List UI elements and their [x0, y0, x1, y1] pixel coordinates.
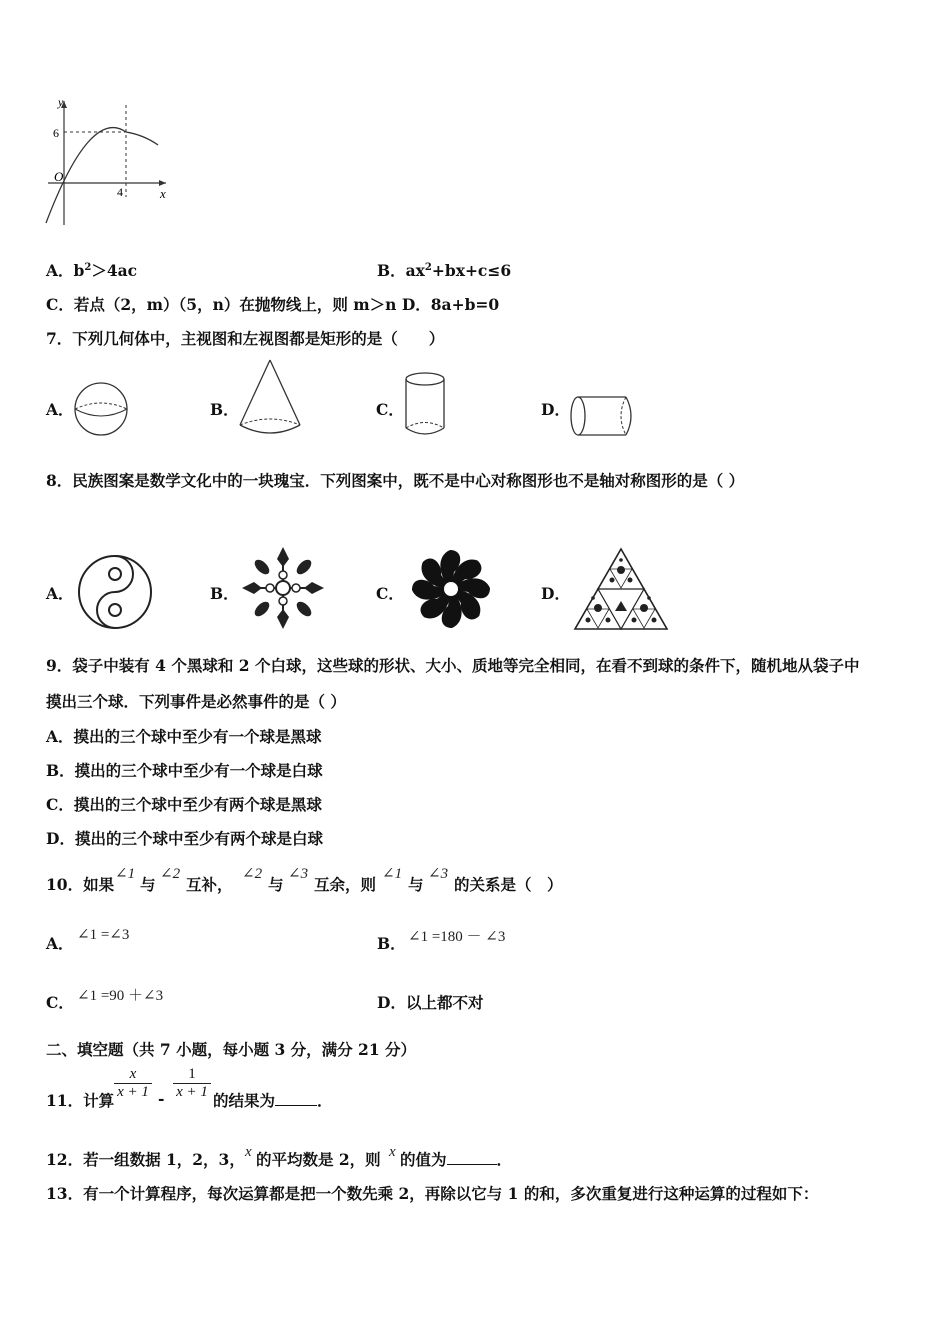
- q8-option-d-label: D．: [541, 584, 570, 603]
- q9-option-b: B．摸出的三个球中至少有一个球是白球: [46, 761, 323, 780]
- q9-option-a: A．摸出的三个球中至少有一个球是黑球: [46, 727, 322, 746]
- q10-option-c-expr: ∠1 =90 ＋∠3: [77, 988, 164, 1004]
- fraction-denominator: x + 1: [117, 1084, 149, 1100]
- q7-option-c-label: C．: [376, 400, 404, 419]
- sierpinski-triangle-figure: [572, 546, 670, 632]
- q6-option-c-d: [46, 295, 499, 315]
- q10-number: 10．如果: [46, 875, 115, 894]
- option-text: ax: [405, 261, 425, 280]
- q12-end: ．: [496, 1150, 513, 1169]
- q12-prefix: 12．若一组数据 1，2，3，: [46, 1150, 245, 1169]
- option-text: +bx+c≤6: [431, 261, 512, 280]
- q10-word: 互补，: [186, 875, 233, 894]
- q11-end: ．: [317, 1091, 333, 1110]
- angle-1: ∠1: [382, 866, 403, 882]
- sphere-figure: [72, 381, 132, 437]
- option-text: 8a+b=0: [430, 295, 500, 314]
- q9-stem-line1: 9．袋子中装有 4 个黑球和 2 个白球，这些球的形状、大小、质地等完全相同，在看不到球的条件下，随机地从袋子中: [46, 656, 860, 675]
- q10-option-a-label: A．: [46, 934, 74, 953]
- cross-ornament-figure: [240, 545, 326, 631]
- option-text: ＞4ac: [91, 261, 138, 280]
- cylinder-upright-figure: [402, 370, 448, 438]
- q8-option-b-label: B．: [210, 584, 239, 603]
- graph-x-axis-label: x: [160, 186, 166, 201]
- graph-x-tick-label: 4: [117, 185, 123, 199]
- q8-stem: 8．民族图案是数学文化中的一块瑰宝．下列图案中，既不是中心对称图形也不是轴对称图形的是（ ）: [46, 471, 745, 490]
- answer-blank[interactable]: [447, 1150, 497, 1165]
- minus-sign: -: [158, 1089, 165, 1108]
- q10-word: 与: [408, 875, 424, 894]
- q6-option-a: [46, 261, 137, 281]
- q8-option-c-label: C．: [376, 584, 404, 603]
- angle-2: ∠2: [160, 866, 181, 882]
- option-label: B．: [377, 261, 406, 280]
- superscript: 2: [424, 261, 432, 273]
- q9-option-c: C．摸出的三个球中至少有两个球是黑球: [46, 795, 322, 814]
- q10-option-b-label: B．: [377, 934, 406, 953]
- answer-blank[interactable]: [275, 1091, 317, 1106]
- taiji-figure: [76, 553, 154, 631]
- q10-word: 与: [268, 875, 284, 894]
- q6-option-b: [377, 261, 511, 281]
- q10-option-b-expr: ∠1 =180 － ∠3: [408, 929, 506, 945]
- q13-stem: 13．有一个计算程序，每次运算都是把一个数先乘 2，再除以它与 1 的和，多次重复进行这种运算的过程如下：: [46, 1184, 819, 1203]
- variable-x: x: [389, 1144, 396, 1160]
- q7-option-b-label: B．: [210, 400, 239, 419]
- variable-x: x: [245, 1144, 252, 1160]
- option-text: b: [73, 261, 85, 280]
- q7-option-a-label: A．: [46, 400, 74, 419]
- superscript: 2: [84, 261, 92, 273]
- q10-word: 的关系是（ ）: [454, 875, 563, 894]
- q12-suffix: [400, 1150, 512, 1170]
- q11-suffix: [213, 1091, 333, 1111]
- option-label: D．: [401, 295, 431, 314]
- fraction-x-over-x-plus-1: [114, 1066, 152, 1101]
- option-label: A．: [46, 261, 74, 280]
- q11-suffix-text: 的结果为: [213, 1091, 276, 1110]
- angle-2: ∠2: [242, 866, 263, 882]
- cone-figure: [236, 357, 304, 439]
- angle-3: ∠3: [428, 866, 449, 882]
- cylinder-lying-figure: [568, 393, 638, 439]
- q7-stem: 7．下列几何体中，主视图和左视图都是矩形的是（ ）: [46, 329, 445, 348]
- q12-mid: 的平均数是 2，则: [256, 1150, 381, 1169]
- q10-word: 互余，则: [314, 875, 377, 894]
- graph-y-axis-label: y: [58, 95, 64, 109]
- q11-prefix: 11．计算: [46, 1091, 115, 1110]
- angle-1: ∠1: [115, 866, 136, 882]
- q9-stem-line2: 摸出三个球．下列事件是必然事件的是（ ）: [46, 692, 346, 711]
- graph-y-tick-label: 6: [53, 126, 59, 140]
- fraction-numerator: 1: [173, 1066, 211, 1084]
- fraction-numerator: x: [114, 1066, 152, 1084]
- q10-option-a-expr: ∠1 =∠3: [77, 927, 130, 943]
- pinwheel-flower-figure: [408, 546, 494, 632]
- q10-word: 与: [140, 875, 156, 894]
- angle-3: ∠3: [288, 866, 309, 882]
- fraction-denominator: x + 1: [176, 1084, 208, 1100]
- q7-option-d-label: D．: [541, 400, 570, 419]
- parabola-graph: [40, 95, 175, 230]
- option-text: 若点（2，m）（5，n）在抛物线上，则 m＞n: [73, 295, 397, 314]
- q10-option-d: D．以上都不对: [377, 993, 484, 1012]
- q8-option-a-label: A．: [46, 584, 74, 603]
- fraction-1-over-x-plus-1: [173, 1066, 211, 1101]
- section-2-title: 二、填空题（共 7 小题，每小题 3 分，满分 21 分）: [46, 1040, 417, 1059]
- graph-origin-label: O: [54, 169, 64, 184]
- option-label: C．: [46, 295, 74, 314]
- q9-option-d: D．摸出的三个球中至少有两个球是白球: [46, 829, 323, 848]
- q10-option-c-label: C．: [46, 993, 74, 1012]
- q12-suffix-text: 的值为: [400, 1150, 447, 1169]
